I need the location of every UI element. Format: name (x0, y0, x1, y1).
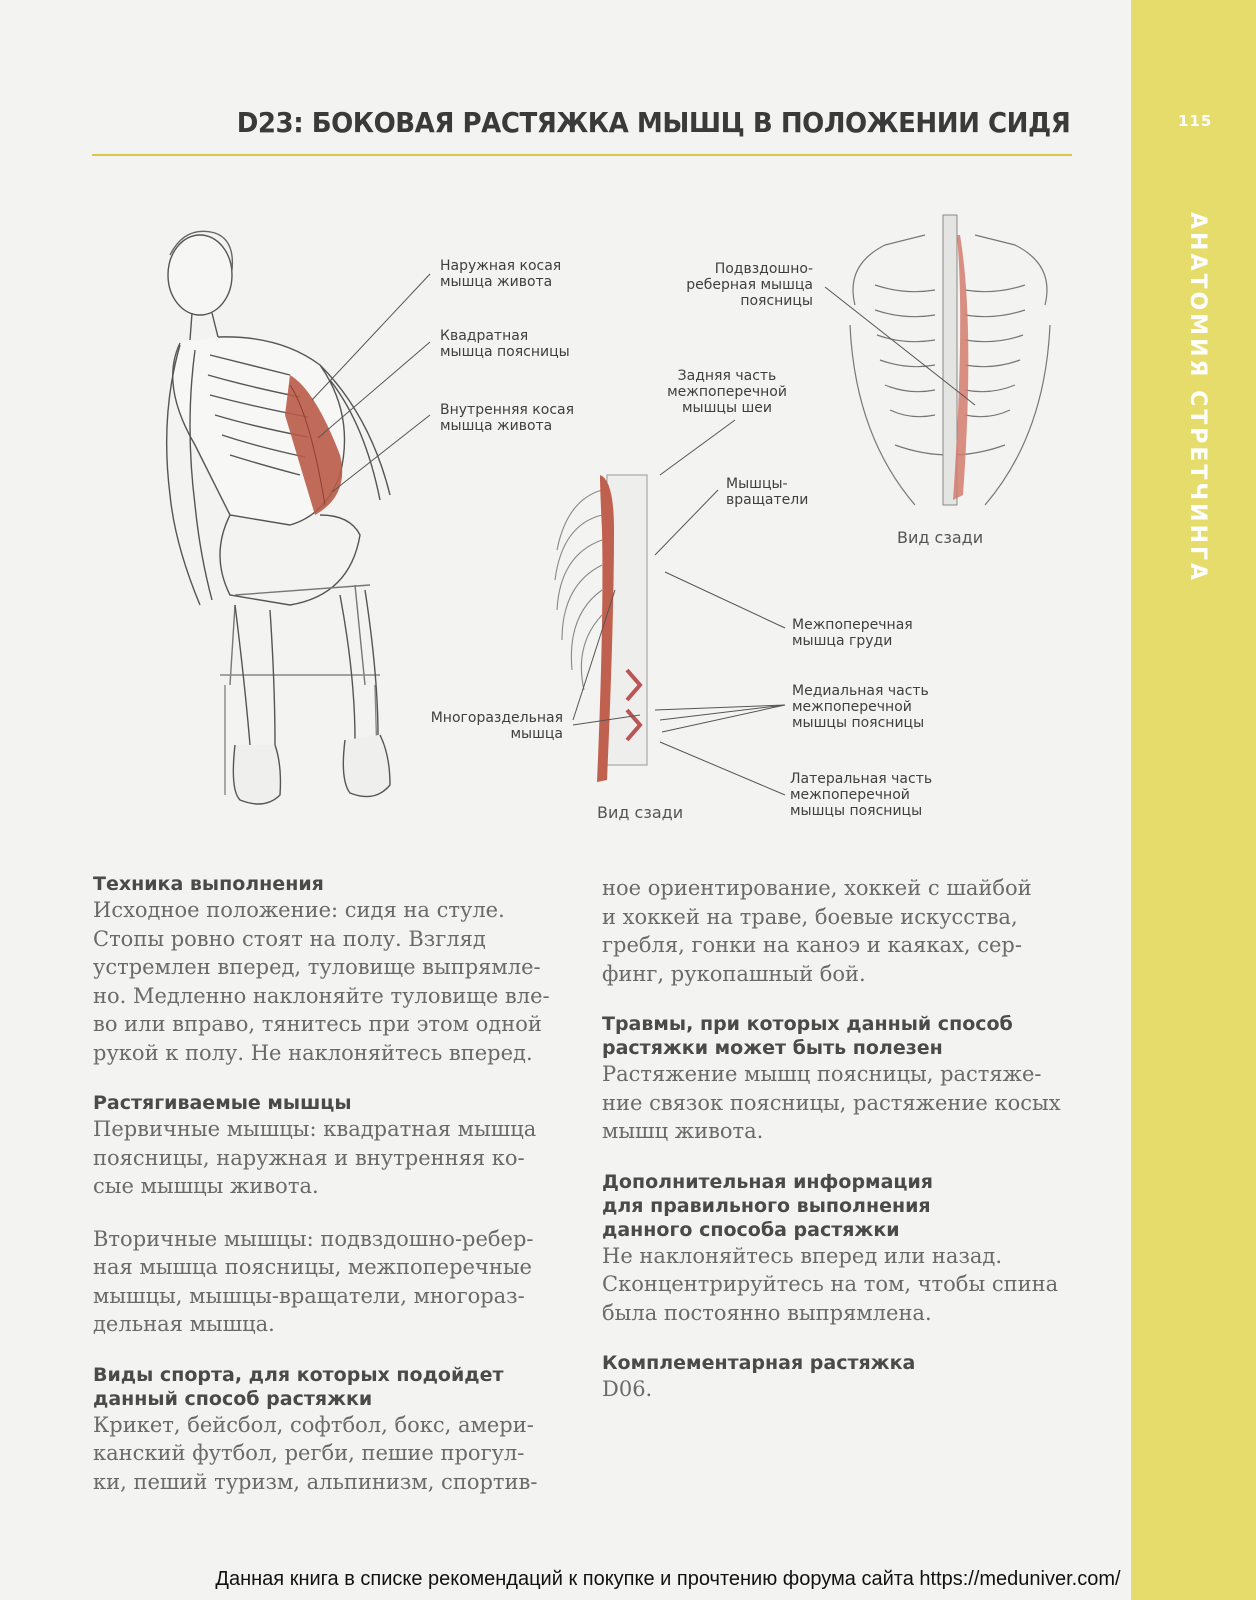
technique-text: Исходное положение: сидя на стуле. Стопы ровно стоят на полу. Взгляд устремлен вперед, туловище выпрямле- но. Медленно наклоняйте туловище вле- во или вправо, тянитесь при этом одной рукой к полу. Не наклоняйтесь вперед. (93, 898, 550, 1065)
label-iliocostalis: Подвздошно- реберная мышца поясницы (686, 261, 813, 309)
page-number: 115 (1178, 112, 1213, 130)
extra-info-heading: Дополнительная информация для правильного выполнения данного способа растяжки (602, 1170, 933, 1241)
complementary-heading: Комплементарная растяжка (602, 1352, 916, 1374)
caption-back-top: Вид сзади (897, 528, 984, 547)
sports-text: Крикет, бейсбол, софтбол, бокс, амери- канский футбол, регби, пешие прогул- ки, пеший туризм, альпинизм, спортив- (93, 1412, 538, 1494)
injuries-heading: Травмы, при которых данный способ растяжки может быть полезен (602, 1013, 1013, 1059)
muscles-secondary-text: Вторичные мышцы: подвздошно-ребер- ная мышца поясницы, межпоперечные мышцы, мышцы-вращатели, многораз- дельная мышца. (93, 1226, 534, 1336)
left-column (93, 872, 563, 1496)
label-quadratus: Квадратная мышца поясницы (440, 328, 570, 360)
label-external-oblique: Наружная косая мышца живота (440, 258, 562, 290)
complementary-text: D06. (602, 1377, 653, 1401)
label-lateral-lumbar: Латеральная часть межпоперечной мышцы поясницы (790, 771, 933, 819)
label-medial-lumbar: Медиальная часть межпоперечной мышцы поясницы (792, 683, 929, 731)
extra-info-text: Не наклоняйтесь вперед или назад. Сконцентрируйтесь на том, чтобы спина была постоянно выпрямлена. (602, 1243, 1059, 1325)
label-internal-oblique: Внутренняя косая мышца живота (440, 402, 575, 434)
section-title-vertical: АНАТОМИЯ СТРЕТЧИНГА (1185, 212, 1210, 584)
page-title: D23: БОКОВАЯ РАСТЯЖКА МЫШЦ В ПОЛОЖЕНИИ СИДЯ (236, 106, 1070, 139)
right-column (602, 874, 1072, 1404)
footer-note: Данная книга в списке рекомендаций к покупке и прочтению форума сайта https://meduniver.com/ (215, 1568, 1121, 1590)
label-rotators: Мышцы- вращатели (726, 476, 809, 508)
sports-text-continued: ное ориентирование, хоккей с шайбой и хоккей на траве, боевые искусства, гребля, гонки на каноэ и каяках, сер- финг, рукопашный бой. (602, 876, 1032, 986)
injuries-text: Растяжение мышц поясницы, растяже- ние связок поясницы, растяжение косых мышц живота. (602, 1062, 1061, 1143)
caption-back-bottom: Вид сзади (597, 803, 684, 822)
sports-heading: Виды спорта, для которых подойдет данный способ растяжки (93, 1363, 504, 1410)
muscles-primary-text: Первичные мышцы: квадратная мышца поясницы, наружная и внутренняя ко- сые мышцы живота. (93, 1117, 537, 1198)
label-multifidus: Многораздельная мышца (430, 710, 563, 742)
muscles-heading: Растягиваемые мышцы (93, 1092, 352, 1114)
technique-heading: Техника выполнения (93, 873, 324, 895)
label-intertransversarii-neck: Задняя часть межпоперечной мышцы шеи (667, 368, 787, 416)
label-intertransversarii-chest: Межпоперечная мышца груди (792, 617, 913, 649)
